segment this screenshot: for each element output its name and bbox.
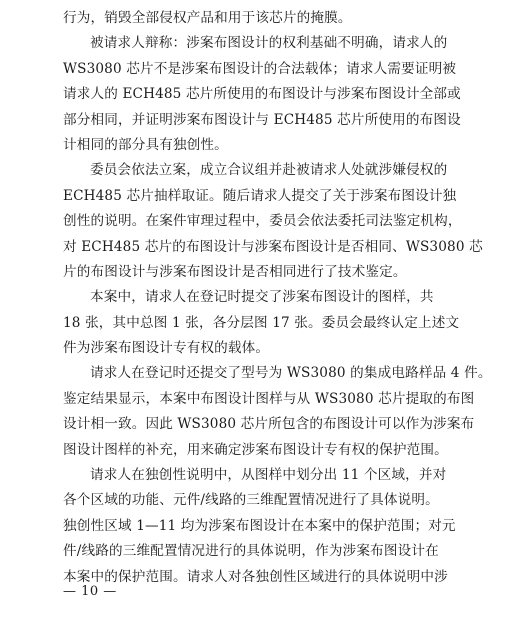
text-line: 件/线路的三维配置情况进行的具体说明，作为涉案布图设计在 <box>63 543 439 560</box>
text-line: 部分相同，并证明涉案布图设计与 ECH485 芯片所使用的布图设 <box>63 111 461 128</box>
text-line: 创性的说明。在案件审理过程中，委员会依法委托司法鉴定机构， <box>63 213 462 230</box>
text-line: 图设计图样的补充，用来确定涉案布图设计专有权的保护范围。 <box>63 441 448 458</box>
paragraph-start-line: 本案中，请求人在登记时提交了涉案布图设计的图样，共 <box>90 289 434 306</box>
text-line: 件为涉案布图设计专有权的载体。 <box>63 340 270 357</box>
text-line: ECH485 芯片抽样取证。随后请求人提交了关于涉案布图设计独 <box>63 187 457 204</box>
text-line: 鉴定结果显示，本案中布图设计图样与从 WS3080 芯片提取的布图 <box>63 390 475 407</box>
text-line: 独创性区域 1—11 均为涉案布图设计在本案中的保护范围；对元 <box>63 517 456 534</box>
text-line: 18 张，其中总图 1 张，各分层图 17 张。委员会最终认定上述文 <box>63 314 460 331</box>
paragraph-start-line: 委员会依法立案，成立合议组并赴被请求人处就涉嫌侵权的 <box>90 162 448 179</box>
paragraph-start-line: 请求人在登记时还提交了型号为 WS3080 的集成电路样品 4 件。 <box>90 365 492 382</box>
text-line: 本案中的保护范围。请求人对各独创性区域进行的具体说明中涉 <box>63 568 448 585</box>
body-text <box>63 6 492 590</box>
text-line: 请求人的 ECH485 芯片所使用的布图设计与涉案布图设计全部或 <box>63 86 461 103</box>
paragraph-start-line: 被请求人辩称：涉案布图设计的权利基础不明确，请求人的 <box>90 35 448 52</box>
text-line: 计相同的部分具有独创性。 <box>63 136 228 153</box>
text-line: 对 ECH485 芯片的布图设计与涉案布图设计是否相同、WS3080 芯 <box>63 238 483 255</box>
text-line: 行为，销毁全部侵权产品和用于该芯片的掩膜。 <box>63 10 352 26</box>
page-number: — 10 — <box>63 584 117 599</box>
text-line: 各个区域的功能、元件/线路的三维配置情况进行了具体说明。 <box>63 492 439 509</box>
text-line: WS3080 芯片不是涉案布图设计的合法载体；请求人需要证明被 <box>63 60 457 77</box>
text-line: 片的布图设计与涉案布图设计是否相同进行了技术鉴定。 <box>63 263 407 280</box>
paragraph-start-line: 请求人在独创性说明中，从图样中划分出 11 个区域，并对 <box>90 467 447 484</box>
text-line: 设计相一致。因此 WS3080 芯片所包含的布图设计可以作为涉案布 <box>63 416 475 433</box>
